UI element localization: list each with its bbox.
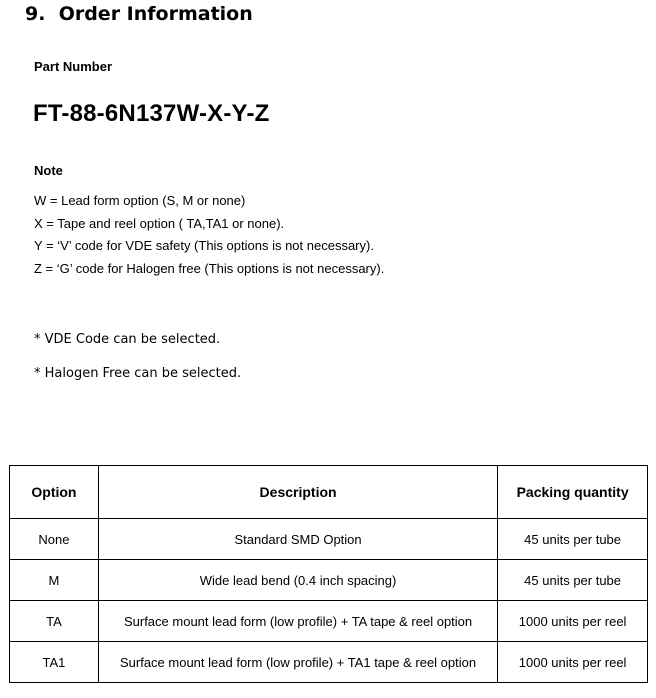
- option-cell: TA1: [10, 642, 99, 683]
- description-cell: Surface mount lead form (low profile) + TA tape & reel option: [98, 601, 497, 642]
- table-row: [10, 519, 648, 560]
- packing-cell: 45 units per tube: [498, 560, 648, 601]
- part-number-label: Part Number: [34, 59, 113, 74]
- halogen-note: * Halogen Free can be selected.: [34, 366, 242, 381]
- table-row: [10, 642, 648, 683]
- note-label: Note: [34, 163, 63, 178]
- packing-cell: 1000 units per reel: [498, 642, 648, 683]
- table-row: [10, 601, 648, 642]
- option-cell: None: [10, 519, 99, 560]
- notes-list: [34, 190, 384, 280]
- note-x: X = Tape and reel option ( TA,TA1 or none).: [34, 215, 285, 231]
- part-number: FT-88-6N137W-X-Y-Z: [33, 100, 270, 127]
- note-z: Z = ‘G’ code for Halogen free (This options is not necessary).: [34, 260, 385, 276]
- description-cell: Surface mount lead form (low profile) + TA1 tape & reel option: [98, 642, 497, 683]
- table-row: [10, 560, 648, 601]
- section-title: Order Information: [58, 3, 253, 25]
- option-cell: TA: [10, 601, 99, 642]
- header-option: Option: [10, 466, 99, 519]
- note-w: W = Lead form option (S, M or none): [34, 193, 246, 208]
- note-y: Y = ‘V’ code for VDE safety (This options is not necessary).: [34, 238, 374, 253]
- section-number: 9.: [25, 3, 46, 25]
- description-cell: Wide lead bend (0.4 inch spacing): [98, 560, 497, 601]
- header-description: Description: [98, 466, 497, 519]
- option-cell: M: [10, 560, 99, 601]
- packing-cell: 45 units per tube: [498, 519, 648, 560]
- order-options-table: [9, 465, 648, 683]
- vde-note: * VDE Code can be selected.: [34, 332, 221, 347]
- table-header-row: [10, 466, 648, 519]
- description-cell: Standard SMD Option: [98, 519, 497, 560]
- section-heading: [25, 3, 253, 25]
- packing-cell: 1000 units per reel: [498, 601, 648, 642]
- header-packing-quantity: Packing quantity: [498, 466, 648, 519]
